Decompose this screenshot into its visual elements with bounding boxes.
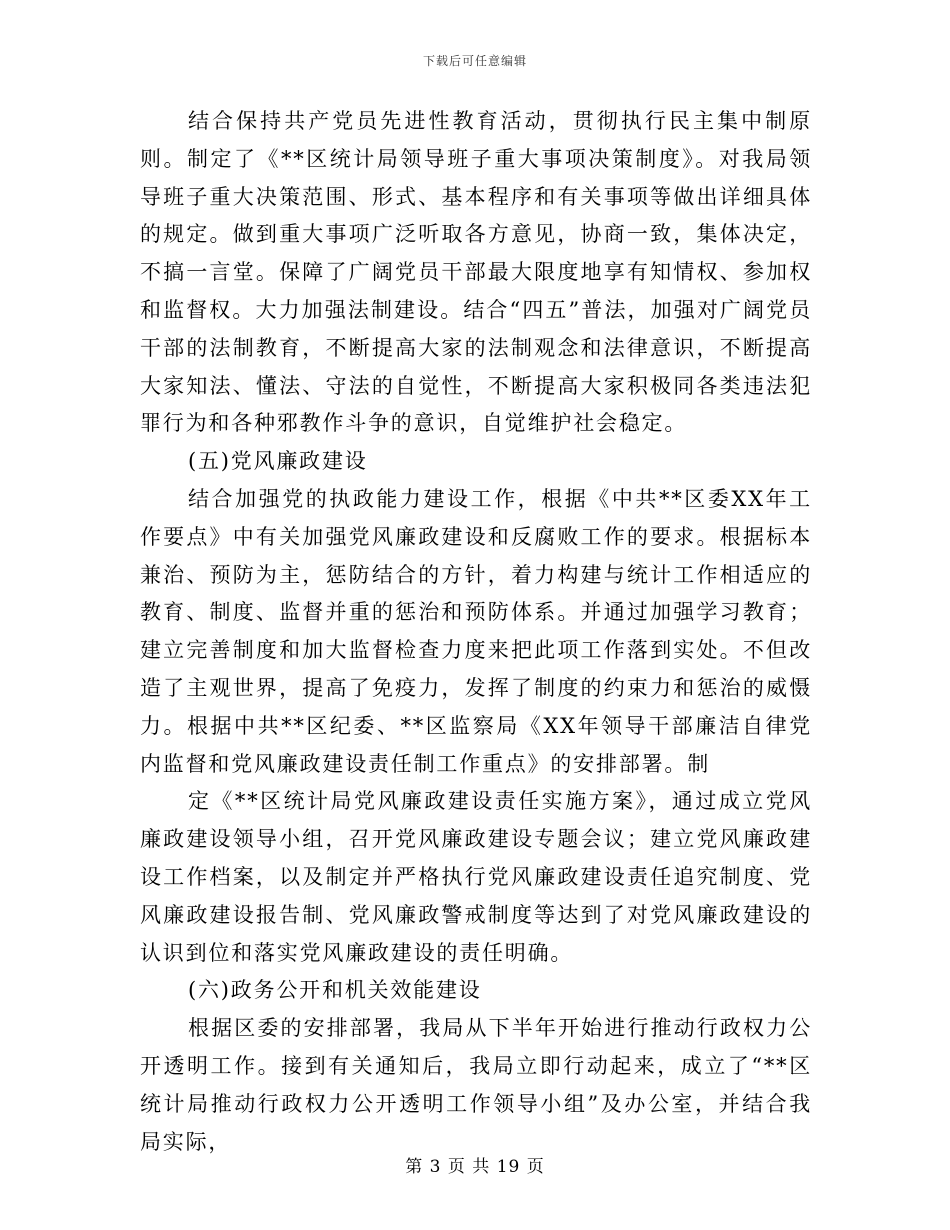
- paragraph-implementation-plan: 定《**区统计局党风廉政建设责任实施方案》，通过成立党风廉政建设领导小组，召开党风廉政建设专题会议；建立党风廉政建设工作档案，以及制定并严格执行党风廉政建设责任追究制度、党风廉政建设报告制、党风廉政警戒制度等达到了对党风廉政建设的认识到位和落实党风廉政建设的责任明确。: [140, 789, 812, 965]
- section-heading-5: (五)党风廉政建设: [188, 449, 368, 474]
- document-body: [140, 103, 812, 1161]
- section-heading-6: (六)政务公开和机关效能建设: [188, 978, 482, 1003]
- paragraph-democratic-centralism: 结合保持共产党员先进性教育活动，贯彻执行民主集中制原则。制定了《**区统计局领导班子重大事项决策制度》。对我局领导班子重大决策范围、形式、基本程序和有关事项等做出详细具体的规定。做到重大事项广泛听取各方意见，协商一致，集体决定，不搞一言堂。保障了广阔党员干部最大限度地享有知情权、参加权和监督权。大力加强法制建设。结合“四五”普法，加强对广阔党员干部的法制教育，不断提高大家的法制观念和法律意识，不断提高大家知法、懂法、守法的自觉性，不断提高大家积极同各类违法犯罪行为和各种邪教作斗争的意识，自觉维护社会稳定。: [140, 109, 812, 436]
- page-header-note: 下载后可任意编辑: [422, 54, 527, 68]
- page-number-footer: 第 3 页 共 19 页: [405, 1157, 545, 1177]
- paragraph-party-conduct: 结合加强党的执政能力建设工作，根据《中共**区委XX年工作要点》中有关加强党风廉政建设和反腐败工作的要求。根据标本兼治、预防为主，惩防结合的方针，着力构建与统计工作相适应的教育、制度、监督并重的惩治和预防体系。并通过加强学习教育；建立完善制度和加大监督检查力度来把此项工作落到实处。不但改造了主观世界，提高了免疫力，发挥了制度的约束力和惩治的威慑力。根据中共**区纪委、**区监察局《XX年领导干部廉洁自律党内监督和党风廉政建设责任制工作重点》的安排部署。制: [140, 486, 812, 776]
- paragraph-transparency: 根据区委的安排部署，我局从下半年开始进行推动行政权力公开透明工作。接到有关通知后，我局立即行动起来，成立了“**区统计局推动行政权力公开透明工作领导小组”及办公室，并结合我局实际，: [140, 1016, 812, 1154]
